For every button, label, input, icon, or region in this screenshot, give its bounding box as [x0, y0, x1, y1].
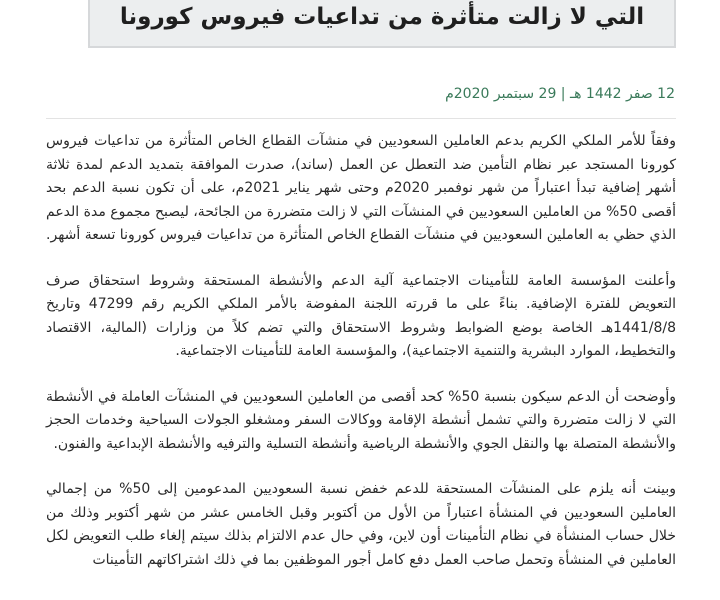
article-body [46, 130, 676, 594]
article-paragraph-1: وفقاً للأمر الملكي الكريم بدعم العاملين السعوديين في منشآت القطاع الخاص المتأثرة من تداعيات فيروس كورونا المستجد عبر نظام التأمين ضد التعطل عن العمل (ساند)، صدرت الموافقة بتمديد الدعم لمدة ثلاثة أشهر إضافية تبدأ اعتباراً من شهر نوفمبر 2020م وحتى شهر يناير 2021م، على أن تكون نسبة الدعم بحد أقصى 50% من العاملين السعوديين في المنشآت التي لا زالت متضررة من الجائحة، ليصبح مجموع مدة الدعم الذي حظي به العاملين السعوديين في منشآت القطاع الخاص المتأثرة من تداعيات فيروس كورونا تسعة أشهر. [46, 133, 677, 243]
article-paragraph-2: وأعلنت المؤسسة العامة للتأمينات الاجتماعية آلية الدعم والأنشطة المستحقة وشروط استحقاق صرف التعويض للفترة الإضافية. بناءً على ما قررته اللجنة المفوضة بالأمر الملكي الكريم رقم 47299 وتاريخ 1441/8/8هـ الخاصة بوضع الضوابط وشروط الاستحقاق والتي تضم كلاً من وزارات (المالية، الاقتصاد والتخطيط، الموارد البشرية والتنمية الاجتماعية)، والمؤسسة العامة للتأمينات الاجتماعية. [46, 272, 676, 359]
article-paragraph-3: وأوضحت أن الدعم سيكون بنسبة 50% كحد أقصى من العاملين السعوديين في المنشآت العاملة في الأنشطة التي لا زالت متضررة والتي تشمل أنشطة الإقامة ووكالات السفر ومشغلو الجولات السياحية وخدمات الحجز والأنشطة المتصلة بها والنقل الجوي والأنشطة الرياضية وأنشطة التسلية والترفيه والأنشطة الإبداعية والفنون. [46, 388, 676, 452]
article-title-box [88, 0, 676, 48]
article-date: 12 صفر 1442 هـ | 29 سبتمبر 2020م [445, 86, 675, 102]
article-paragraph-4: وبينت أنه يلزم على المنشآت المستحقة للدعم خفض نسبة السعوديين المدعومين إلى 50% من إجمالي العاملين السعوديين في المنشأة اعتباراً من الأول من أكتوبر وقبل الخامس عشر من شهر أكتوبر وذلك من خلال حساب المنشأة في نظام التأمينات أون لاين، وفي حال عدم الالتزام بذلك سيتم إلغاء طلب التعويض لكل العاملين في المنشأة وتحمل صاحب العمل دفع كامل أجور الموظفين بما في ذلك اشتراكاتهم التأمينات [46, 481, 676, 568]
divider [46, 118, 676, 119]
article-title: التي لا زالت متأثرة من تداعيات فيروس كورونا [119, 4, 645, 30]
